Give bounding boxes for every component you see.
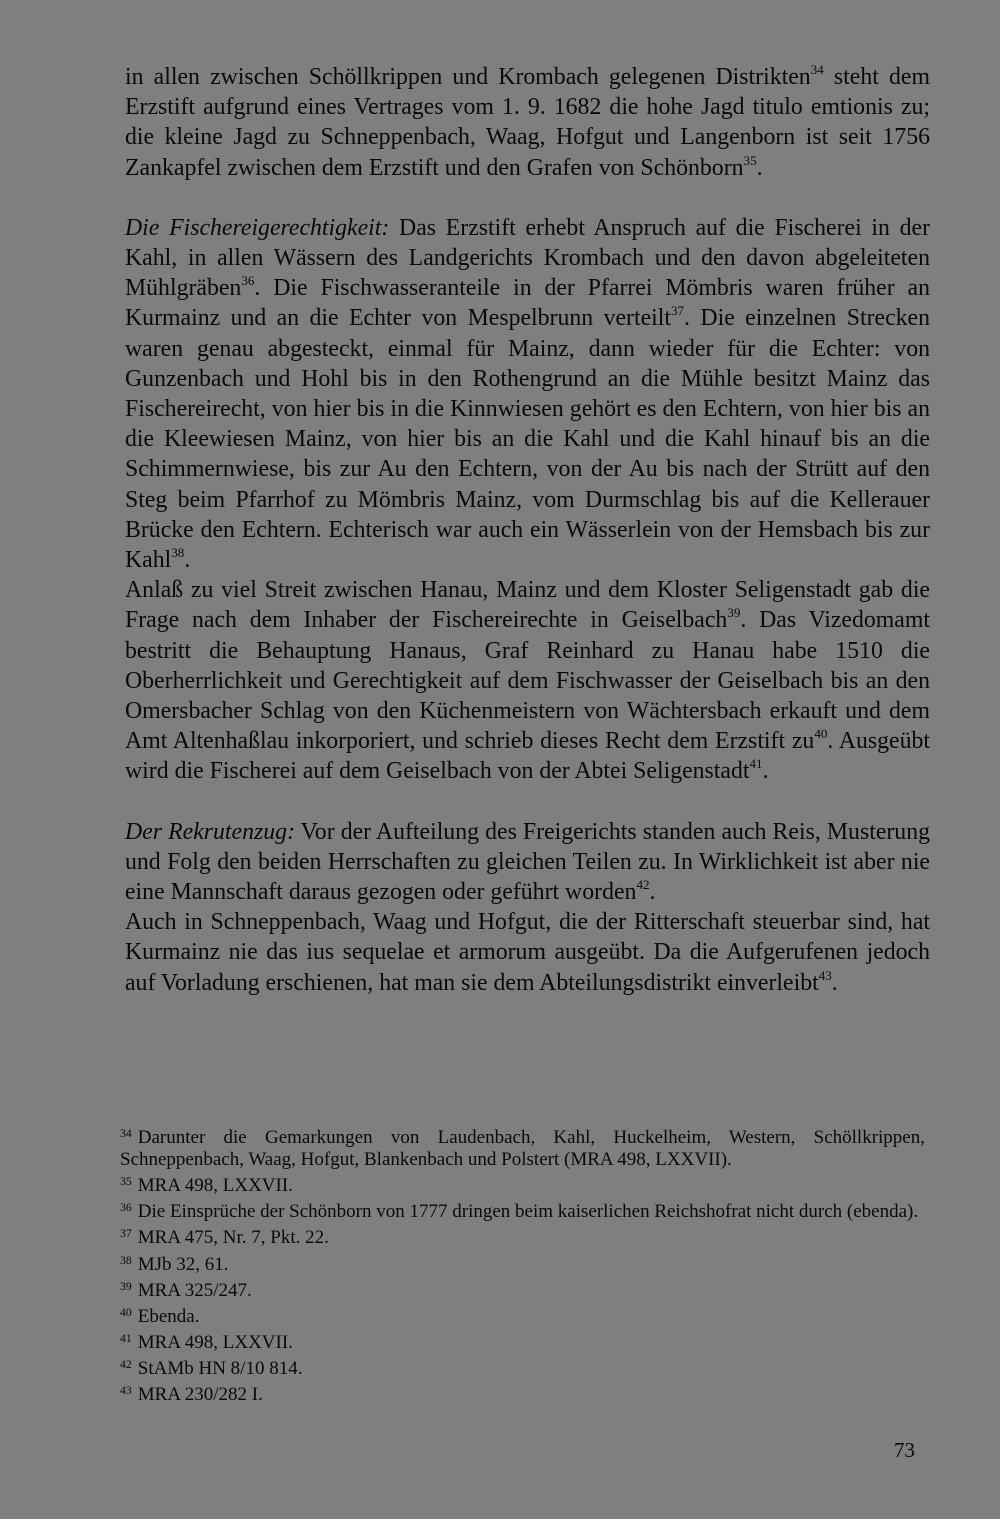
footnote [120, 1354, 925, 1380]
text-run: . [831, 969, 838, 996]
paragraph-gap [125, 787, 930, 817]
footnote-ref: 43 [818, 967, 832, 983]
footnote [120, 1302, 925, 1328]
footnote-text: Darunter die Gemarkungen von Laudenbach, Kahl, Huckelheim, Western, Schöllkrippen, Schneppenbach, Waag, Hofgut, Blankenbach und Polstert (MRA 498, LXXVII). [120, 1126, 925, 1171]
footnote-ref: 34 [810, 62, 824, 78]
paragraph [125, 213, 930, 575]
footnote-ref: 37 [670, 303, 685, 319]
section-heading: Der Rekrutenzug: [125, 818, 295, 845]
footnote-number: 43 [120, 1383, 132, 1397]
footnote-ref: 42 [636, 877, 650, 893]
paragraph [125, 907, 930, 998]
footnote [120, 1197, 925, 1223]
footnote-text: MRA 498, LXXVII. [137, 1175, 293, 1197]
text-run: Das Erzstift erhebt Anspruch auf die Fischerei in der Kahl, in allen Wässern des Landgerichts Krombach und den davon abgeleiteten Mühlgräben [125, 214, 930, 302]
footnote-number: 37 [120, 1227, 132, 1241]
paragraph [125, 817, 930, 908]
footnote-text: Die Einsprüche der Schönborn von 1777 dringen beim kaiserlichen Reichshofrat nicht durch (ebenda). [137, 1201, 919, 1223]
footnote-ref: 36 [241, 273, 255, 289]
footnotes [120, 1123, 925, 1406]
footnote-number: 40 [120, 1305, 132, 1319]
footnote-number: 36 [120, 1201, 132, 1215]
footnote-text: MJb 32, 61. [137, 1253, 229, 1275]
footnote [120, 1328, 925, 1354]
main-text [125, 62, 930, 998]
footnote-text: MRA 475, Nr. 7, Pkt. 22. [137, 1227, 329, 1249]
footnote-text: Ebenda. [137, 1305, 200, 1327]
text-run: . [762, 758, 769, 785]
footnote-number: 38 [120, 1253, 132, 1267]
footnote-ref: 41 [749, 756, 763, 772]
footnote-number: 39 [120, 1279, 132, 1293]
footnote-ref: 39 [727, 605, 741, 621]
footnote [120, 1380, 925, 1406]
footnote-number: 41 [120, 1331, 132, 1345]
page-number: 73 [894, 1438, 915, 1462]
text-run: steht dem Erzstift aufgrund eines Vertrages vom 1. 9. 1682 die hohe Jagd titulo emtionis zu; die kleine Jagd zu Schneppenbach, Waag, Hofgut und Langenborn ist seit 1756 Zankapfel zwischen dem Erzstift und den Grafen von Schönborn [125, 64, 930, 181]
footnote-text: StAMb HN 8/10 814. [137, 1357, 303, 1379]
text-run: . [756, 154, 763, 181]
text-run: Anlaß zu viel Streit zwischen Hanau, Mainz und dem Kloster Seligenstadt gab die Frage nach dem Inhaber der Fischereirechte in Geiselbach [125, 577, 930, 634]
text-run: . [184, 547, 191, 574]
text-run: . Das Vizedomamt bestritt die Behauptung Hanaus, Graf Reinhard zu Hanau habe 1510 die Oberherrlichkeit und Gerechtigkeit auf dem Fischwasser der Geiselbach bis an den Omersbacher Schlag von den Küchenmeistern von Wächtersbach erkauft und dem Amt Altenhaßlau inkorporiert, und schrieb dieses Recht dem Erzstift zu [125, 607, 930, 755]
footnote-text: MRA 498, LXXVII. [137, 1331, 293, 1353]
paragraph-gap [125, 183, 930, 213]
footnote-number: 42 [120, 1357, 132, 1371]
footnote-ref: 38 [171, 545, 185, 561]
footnote-text: MRA 325/247. [137, 1279, 252, 1301]
footnote-ref: 40 [814, 726, 828, 742]
footnote-ref: 35 [743, 152, 757, 168]
text-run: Auch in Schneppenbach, Waag und Hofgut, die der Ritterschaft steuerbar sind, hat Kurmainz nie das ius sequelae et armorum ausgeübt. Da die Aufgerufenen jedoch auf Vorladung erschienen, hat man sie dem Abteilungsdistrikt einverleibt [125, 909, 930, 996]
text-run: . Ausgeübt wird die Fischerei auf dem Geiselbach von der Abtei Seligenstadt [125, 728, 931, 785]
footnote [120, 1123, 925, 1171]
text-run: in allen zwischen Schöllkrippen und Krombach gelegenen Distrikten [125, 64, 811, 90]
paragraph [125, 575, 930, 786]
text-run: Vor der Aufteilung des Freigerichts standen auch Reis, Musterung und Folg den beiden Herrschaften zu gleichen Teilen zu. In Wirklichkeit ist aber nie eine Mannschaft daraus gezogen oder geführt worden [125, 818, 930, 906]
text-run: . Die Fischwasseranteile in der Pfarrei Mömbris waren früher an Kurmainz und an die Echter von Mespelbrunn verteilt [125, 275, 930, 332]
paragraph [125, 62, 930, 183]
text-run: . [649, 879, 656, 906]
footnote [120, 1276, 925, 1302]
footnote [120, 1223, 925, 1249]
section-heading: Die Fischereigerechtigkeit: [125, 214, 390, 241]
footnote-number: 35 [120, 1175, 132, 1189]
footnote-text: MRA 230/282 I. [137, 1383, 263, 1405]
footnote-number: 34 [120, 1127, 132, 1140]
footnote [120, 1171, 925, 1197]
text-run: . Die einzelnen Strecken waren genau abgesteckt, einmal für Mainz, dann wieder für die Echter: von Gunzenbach und Hohl bis in den Rothengrund an die Mühle besitzt Mainz das Fischereirecht, von hier bis in die Kinnwiesen gehört es den Echtern, von hier bis an die Kleewiesen Mainz, von hier bis an die Kahl und die Kahl hinauf bis an die Schimmernwiese, bis zur Au den Echtern, von der Au bis nach der Strütt auf den Steg beim Pfarrhof zu Mömbris Mainz, vom Durmschlag bis auf die Kellerauer Brücke den Echtern. Echterisch war auch ein Wässerlein von der Hemsbach bis zur Kahl [125, 305, 930, 574]
footnote [120, 1250, 925, 1276]
